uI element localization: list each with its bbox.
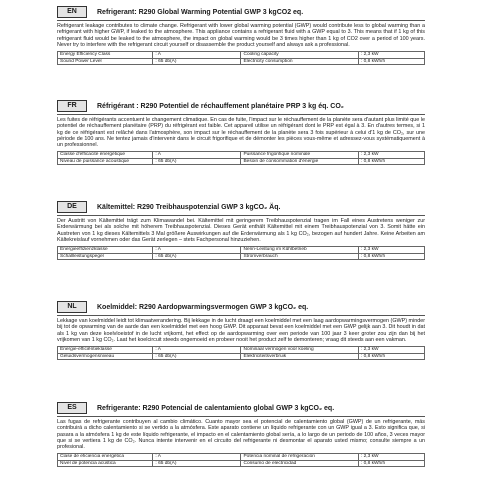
spec-table [57, 51, 425, 65]
spec-label: Energy Efficiency Class [58, 52, 153, 58]
spec-value: : 65 db(A) [153, 353, 241, 359]
divider [57, 20, 425, 21]
spec-value: : 0,8 kWh/h [358, 460, 424, 466]
spec-value: : 65 db(A) [153, 253, 241, 259]
divider [57, 215, 425, 216]
language-code-box: NL [57, 301, 87, 313]
spec-label: Besoin de consommation d'énergie [241, 158, 358, 164]
spec-label: Schallleistungspegel [58, 253, 153, 259]
refrigerant-notice-text: Las fugas de refrigerante contribuyen al cambio climático. Cuanto mayor sea el potencial de calentamiento global (GWP) de un refrigerante, más contribuirá a dicho calentamiento si se vertido a la atmósfera. Este aparato contiene un líquido refrigerante con un GWP igual a 3. Esto significa que, si pasara a la atmósfera 1 kg de este líquido refrigerante, el impacto en el calentamiento global sería, a lo largo de un periodo de 100 años, 3 veces mayor que si se vertiera 1 kg de CO₂. Nunca intente intervenir en el circuito del refrigerante ni desmontar el aparato usted mismo; consulte siempre a un profesional. [57, 419, 425, 451]
spec-value: : 2,3 kW [358, 152, 424, 158]
spec-value: : A [153, 52, 241, 58]
table-row [58, 158, 425, 164]
spec-label: Energie-efficiëntieklasse [58, 347, 153, 353]
divider [57, 315, 425, 316]
spec-label: Puissance frigorifique nominale [241, 152, 358, 158]
spec-label: Nenn-Leistung im Kühlbetrieb [241, 247, 358, 253]
spec-label: Nivel de potencia acústica [58, 460, 153, 466]
spec-value: : A [153, 347, 241, 353]
section-es [57, 402, 425, 467]
table-row [58, 253, 425, 259]
section-header [57, 201, 425, 213]
spec-value: : 0,8 kWh/h [358, 353, 424, 359]
spec-label: Sound Power Level [58, 58, 153, 64]
spec-label: Niveau de puissance acoustique [58, 158, 153, 164]
spec-value: : A [153, 152, 241, 158]
section-header [57, 301, 425, 313]
section-de [57, 201, 425, 260]
spec-label: Energieeffizienzklasse [58, 247, 153, 253]
spec-value: : 0,8 kWh/h [358, 58, 424, 64]
language-code-box: FR [57, 100, 87, 112]
spec-table [57, 453, 425, 467]
spec-table [57, 151, 425, 165]
spec-label: Stromverbrauch [241, 253, 358, 259]
spec-value: : A [153, 247, 241, 253]
refrigerant-notice-text: Lekkage van koelmiddel leidt tot klimaatverandering. Bij lekkage in de lucht draagt een koelmiddel met een laag aardopwarmingsvermogen (GWP) minder bij tot de opwarming van de aarde dan een koelmiddel met een hoog GWP. Dit apparaat bevat een koelmiddel met een GWP gelijk aan 3. Dit houdt in dat als 1 kg van deze koelvloeistof in de lucht vrijkomt, het effect op de aardopwarming over een periode van 100 jaar 3 keer groter zou zijn dan bij het vrijkomen van 1 kg CO₂. Laat het koelcircuit steeds ongemoeid en probeer nooit het product zelf te demonteren; vraag dit steeds aan een vakman. [57, 318, 425, 343]
spec-value: : 65 db(A) [153, 460, 241, 466]
spec-value: : 2,3 kW [358, 52, 424, 58]
spec-label: Elektriciteitsverbruik [241, 353, 358, 359]
table-row [58, 353, 425, 359]
section-nl [57, 301, 425, 360]
section-title: Réfrigérant : R290 Potentiel de réchauffement planétaire PRP 3 kg éq. CO₂ [97, 102, 344, 110]
section-title: Kältemittel: R290 Treibhauspotenzial GWP 3 kgCO₂ Äq. [97, 203, 281, 211]
spec-value: : 65 db(A) [153, 158, 241, 164]
section-header [57, 402, 425, 414]
spec-value: : 2,3 kW [358, 454, 424, 460]
spec-value: : 2,3 kW [358, 247, 424, 253]
spec-label: Clase de eficiencia energética [58, 454, 153, 460]
section-title: Refrigerante: R290 Potencial de calentamiento global GWP 3 kgCO₂ eq. [97, 404, 335, 412]
refrigerant-notice-text: Der Austritt von Kältemittel trägt zum Klimawandel bei. Kältemittel mit geringerem Treibhauspotenzial tragen im Fall eines Austretens weniger zur Erderwärmung bei als solche mit höherem Treibhauspotenzial. Dieses Gerät enthält Kältemittel mit einem Treibhauspotenzial von 3. Somit hätte ein Austreten von 1 kg dieses Kältemittels 3 Mal größere Auswirkungen auf die Erderwärmung als 1 kg CO₂, bezogen auf hundert Jahre. Keine Arbeiten am Kältekreislauf vornehmen oder das Gerät zerlegen – stets Fachpersonal hinzuziehen. [57, 218, 425, 243]
refrigerant-notice-text: Les fuites de réfrigérants accentuent le changement climatique. En cas de fuite, l'impact sur le réchauffement de la planète sera d'autant plus limité que le potentiel de réchauffement planétaire (PRP) du réfrigérant est faible. Cet appareil utilise un réfrigérant dont le PRP est égal à 3. En d'autres termes, si 1 kg de ce réfrigérant est relâché dans l'atmosphère, son impact sur le réchauffement de la planète sera 3 fois supérieur à celui d'1 kg de CO₂, sur une période de 100 ans. Ne tentez jamais d'intervenir dans le circuit frigorifique et de démonter les pièces vous-même et adressez-vous systématiquement à un professionnel. [57, 117, 425, 149]
spec-label: Nominaal vermogen voor koeling [241, 347, 358, 353]
spec-table [57, 246, 425, 260]
divider [57, 114, 425, 115]
language-code-box: ES [57, 402, 87, 414]
spec-value: : 2,3 kW [358, 347, 424, 353]
section-header [57, 6, 425, 18]
spec-table [57, 346, 425, 360]
spec-label: Potencia nominal de refrigeración [241, 454, 358, 460]
spec-value: : 0,8 kWh/h [358, 158, 424, 164]
spec-value: : A [153, 454, 241, 460]
divider [57, 416, 425, 417]
spec-label: Consumo de electricidad [241, 460, 358, 466]
section-header [57, 100, 425, 112]
spec-label: Electricity consumption [241, 58, 358, 64]
section-title: Refrigerant: R290 Global Warming Potential GWP 3 kgCO2 eq. [97, 8, 304, 16]
spec-label: Cooling capacity [241, 52, 358, 58]
spec-value: : 0,8 kWh/h [358, 253, 424, 259]
spec-label: Geluidsvermogensniveau [58, 353, 153, 359]
spec-value: : 65 db(A) [153, 58, 241, 64]
section-title: Koelmiddel: R290 Aardopwarmingsvermogen GWP 3 kgCO₂ eq. [97, 303, 309, 311]
language-code-box: DE [57, 201, 87, 213]
table-row [58, 460, 425, 466]
spec-label: Classe d'efficacité énergétique [58, 152, 153, 158]
section-en [57, 6, 425, 65]
table-row [58, 58, 425, 64]
section-fr [57, 100, 425, 165]
language-code-box: EN [57, 6, 87, 18]
refrigerant-notice-text: Refrigerant leakage contributes to climate change. Refrigerant with lower global warming potential (GWP) would contribute less to global warming than a refrigerant with higher GWP, if leaked to the atmosphere. This appliance contains a refrigerant fluid with a GWP equal to 3. This means that if 1 kg of this refrigerant fluid would be leaked to the atmosphere, the impact on global warming would be 3 times higher than 1 kg of CO2 over a period of 100 years. Never try to interfere with the refrigerant circuit yourself or disassemble the product yourself and always ask a professional. [57, 23, 425, 48]
